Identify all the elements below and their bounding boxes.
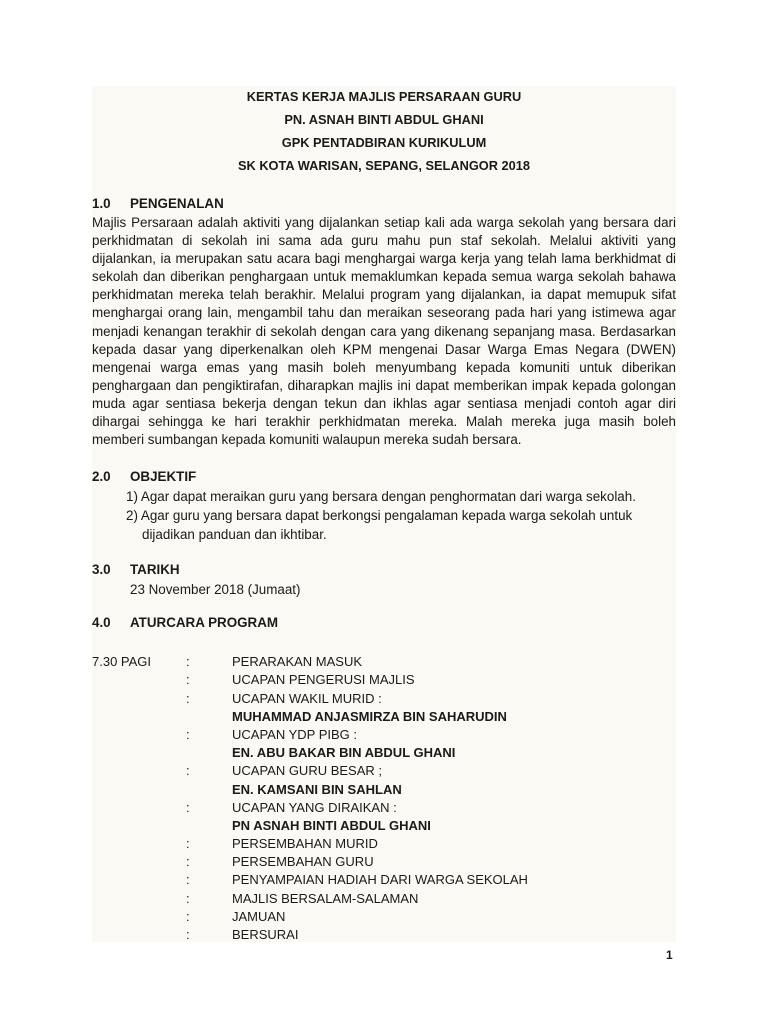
objective-item [92,506,676,544]
program-separator: : [186,872,190,888]
program-item: UCAPAN PENGERUSI MAJLIS [232,672,415,688]
program-item: UCAPAN YANG DIRAIKAN : [232,799,397,815]
section-aturcara-heading [92,613,676,633]
section-number: 4.0 [92,615,111,631]
program-separator: : [186,836,190,852]
program-item: MUHAMMAD ANJASMIRZA BIN SAHARUDIN [232,708,507,724]
program-time [92,781,186,799]
program-item: BERSURAI [232,927,299,943]
program-time [92,835,186,853]
program-time [92,908,186,926]
header-name: PN. ASNAH BINTI ABDUL GHANI [284,112,484,127]
program-time [92,853,186,871]
objective-text-continued: dijadikan panduan dan ikhtibar. [142,527,327,543]
section-number: 2.0 [92,469,111,485]
event-date: 23 November 2018 (Jumaat) [130,582,301,598]
program-time [92,744,186,762]
program-item: EN. KAMSANI BIN SAHLAN [232,781,402,797]
program-separator: : [186,799,190,815]
program-schedule [92,653,676,944]
program-time [92,926,186,944]
program-separator [186,708,232,726]
program-separator: : [186,654,190,670]
section-title: PENGENALAN [130,196,224,211]
program-separator [186,781,232,799]
program-row [92,671,676,689]
objective-text: 2) Agar guru yang bersara dapat berkongsi pengalaman kepada warga sekolah untuk [126,508,633,524]
program-row [92,726,676,744]
program-item: PN ASNAH BINTI ABDUL GHANI [232,817,431,833]
program-time [92,871,186,889]
program-time [92,817,186,835]
section-title: TARIKH [130,562,180,578]
program-separator: : [186,690,190,706]
program-row [92,908,676,926]
header-position: GPK PENTADBIRAN KURIKULUM [281,135,487,150]
program-separator: : [186,908,190,924]
program-separator: : [186,890,190,906]
program-item: EN. ABU BAKAR BIN ABDUL GHANI [232,745,456,761]
document-content [92,86,676,944]
program-row [92,653,676,671]
program-time [92,671,186,689]
program-time [92,708,186,726]
program-item: UCAPAN YDP PIBG : [232,726,357,742]
program-item: JAMUAN [232,908,286,924]
program-time [92,762,186,780]
pengenalan-paragraph: Majlis Persaraan adalah aktiviti yang dijalankan setiap kali ada warga sekolah yang bersara dari perkhidmatan di sekolah ini sama ada guru mahu pun staf sekolah. Melalui aktiviti yang dijalankan, ia merupakan satu acara bagi menghargai warga kerja yang telah lama berkhidmat di sekolah dan diberikan penghargaan untuk memaklumkan kepada semua warga sekolah bahawa perkhidmatan mereka telah berakhir. Melalui program yang dijalankan, ia dapat memupuk sifat menghargai orang lain, mengambil tahu dan meraikan seseorang pada hari yang istimewa agar menjadi kenangan terakhir di sekolah dengan cara yang dikenang sepanjang masa. Berdasarkan kepada dasar yang diperkenalkan oleh KPM mengenai Dasar Warga Emas Negara (DWEN) mengenai warga emas yang masih boleh menyumbang kepada komuniti untuk diberikan penghargaan dan pengiktirafan, diharapkan majlis ini dapat memberikan impak kepada golongan muda agar sentiasa bekerja dengan tekun dan ikhlas agar sentiasa menjadi contoh agar diri dihargai sehingga ke hari terakhir perkhidmatan mereka. Malah mereka juga masih boleh memberi sumbangan kepada komuniti walaupun mereka sudah bersara. [92,215,676,448]
program-separator: : [186,763,190,779]
section-pengenalan-heading [92,194,676,214]
program-separator [186,744,232,762]
header-title: KERTAS KERJA MAJLIS PERSARAAN GURU [246,89,522,104]
program-separator [186,817,232,835]
program-separator: : [186,927,190,943]
header-school: SK KOTA WARISAN, SEPANG, SELANGOR 2018 [237,158,530,173]
program-row [92,781,676,799]
program-separator: : [186,854,190,870]
program-item: PERSEMBAHAN GURU [232,854,374,870]
program-separator: : [186,672,190,688]
section-objektif-heading [92,467,676,487]
section-title: OBJEKTIF [130,469,197,485]
program-item: MAJLIS BERSALAM-SALAMAN [232,890,419,906]
document-header [92,85,676,177]
page-number: 1 [666,948,673,962]
program-item: UCAPAN WAKIL MURID : [232,690,382,706]
program-row [92,871,676,889]
section-number: 3.0 [92,562,111,578]
section-number: 1.0 [92,196,111,211]
program-row [92,853,676,871]
program-row [92,835,676,853]
section-tarikh-heading [92,560,676,580]
program-separator: : [186,726,190,742]
section-title: ATURCARA PROGRAM [130,615,279,631]
program-item: UCAPAN GURU BESAR ; [232,763,383,779]
program-row [92,817,676,835]
program-time [92,799,186,817]
program-item: PERARAKAN MASUK [232,654,363,670]
program-time [92,690,186,708]
program-time [92,890,186,908]
program-time [92,726,186,744]
program-item: PENYAMPAIAN HADIAH DARI WARGA SEKOLAH [232,872,528,888]
program-row [92,762,676,780]
objective-item [92,487,676,506]
program-row [92,744,676,762]
program-item: PERSEMBAHAN MURID [232,836,378,852]
objective-text: 1) Agar dapat meraikan guru yang bersara dengan penghormatan dari warga sekolah. [126,489,636,505]
program-row [92,890,676,908]
program-time: 7.30 PAGI [92,654,152,670]
program-row [92,799,676,817]
program-row [92,708,676,726]
program-row [92,690,676,708]
program-row [92,926,676,944]
